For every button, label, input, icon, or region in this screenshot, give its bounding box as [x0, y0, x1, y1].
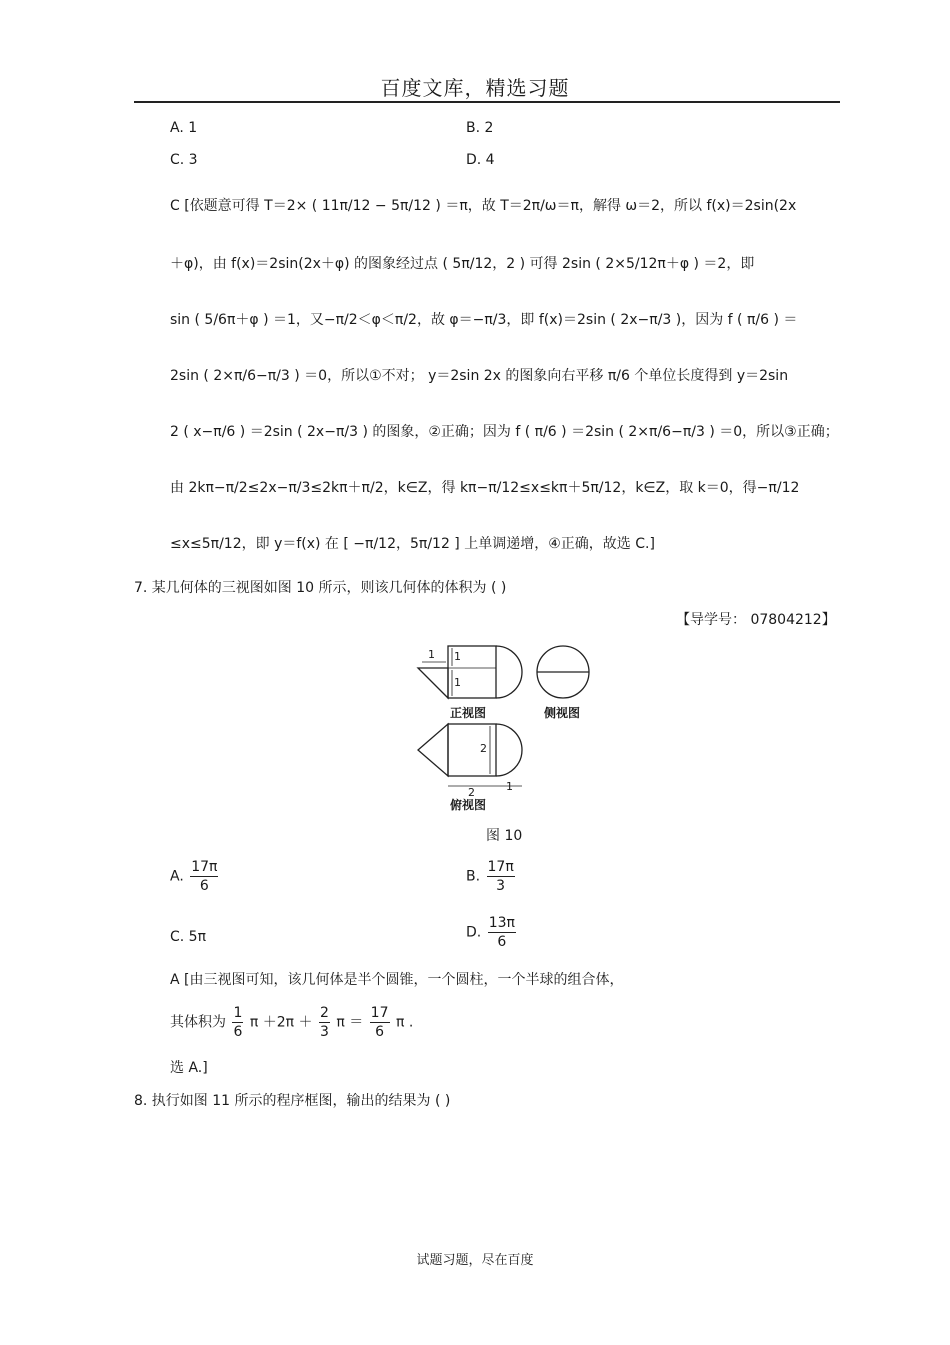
q7-option-a [170, 858, 220, 895]
front-dim-vertical-1b: 1 [454, 676, 461, 689]
q7-option-b-fraction [487, 858, 515, 895]
q6-option-a: A. 1 [170, 120, 198, 136]
front-dim-vertical-1a: 1 [454, 650, 461, 663]
top-dim-horizontal-2: 2 [468, 786, 475, 799]
page-header-title: 百度文库，精选习题 [380, 76, 570, 100]
q7-option-d-numerator: 13π [488, 915, 515, 931]
q7-option-d-denominator: 6 [497, 934, 507, 950]
q7-answer-f1-den: 6 [233, 1024, 243, 1040]
q7-answer-fraction-1 [232, 1004, 243, 1041]
q7-answer-eq: π ＝ [336, 1014, 364, 1031]
q7-answer-fraction-3 [370, 1004, 390, 1041]
q7-answer-f3-den: 6 [375, 1024, 385, 1040]
q7-answer-line-2 [170, 1004, 413, 1041]
q6-option-b: B. 2 [466, 120, 494, 136]
q6-option-c: C. 3 [170, 152, 198, 168]
three-view-figure [410, 640, 600, 820]
q7-answer-f3-num: 17 [370, 1005, 389, 1021]
q7-option-a-label: A. [170, 868, 184, 885]
q7-option-a-fraction [190, 858, 218, 895]
q7-option-c: C. 5π [170, 929, 207, 945]
q7-option-d [466, 914, 518, 951]
q6-solution-line-6: 由 2kπ−π/2≤2x−π/3≤2kπ＋π/2，k∈Z，得 kπ−π/12≤x≤kπ＋5π/12，k∈Z，取 k＝0，得−π/12 [170, 480, 800, 496]
q7-answer-line-3: 选 A.] [170, 1060, 208, 1076]
q6-solution-line-3: sin ( 5/6π＋φ ) ＝1，又−π/2＜φ＜π/2，故 φ＝−π/3，即 f(x)＝2sin ( 2x−π/3 )，因为 f ( π/6 ) ＝ [170, 312, 798, 328]
q7-option-d-label: D. [466, 924, 482, 941]
page-footer: 试题习题，尽在百度 [416, 1253, 534, 1268]
front-view-label: 正视图 [450, 706, 487, 720]
q7-answer-prefix: 其体积为 [170, 1014, 226, 1031]
q7-guide-number: 【导学号： 07804212】 [676, 612, 836, 628]
q7-answer-f2-den: 3 [319, 1024, 329, 1040]
three-view-drawing [410, 640, 600, 820]
top-dim-vertical-2: 2 [480, 742, 487, 755]
q6-solution-line-5: 2 ( x−π/6 ) ＝2sin ( 2x−π/3 ) 的图象，②正确；因为 f ( π/6 ) ＝2sin ( 2×π/6−π/3 ) ＝0，所以③正确； [170, 424, 839, 440]
q7-option-d-fraction [488, 914, 516, 951]
q7-answer-mid: π ＋2π ＋ [249, 1014, 313, 1031]
front-dim-horizontal-1: 1 [428, 648, 435, 661]
q7-option-b [466, 858, 517, 895]
q7-answer-line-1: A [由三视图可知，该几何体是半个圆锥，一个圆柱，一个半球的组合体， [170, 972, 624, 988]
q6-solution-line-2: ＋φ)，由 f(x)＝2sin(2x＋φ) 的图象经过点 ( 5π/12，2 ) 可得 2sin ( 2×5/12π＋φ ) ＝2，即 [170, 256, 755, 272]
q6-option-d: D. 4 [466, 152, 495, 168]
q8-stem: 8. 执行如图 11 所示的程序框图，输出的结果为 ( ) [134, 1093, 451, 1109]
q7-option-b-numerator: 17π [487, 859, 514, 875]
top-view-label: 俯视图 [450, 798, 487, 812]
figure-caption: 图 10 [486, 828, 523, 844]
q7-answer-end: π . [395, 1014, 414, 1031]
q7-option-b-label: B. [466, 868, 481, 885]
q7-option-a-numerator: 17π [191, 859, 218, 875]
q6-solution-line-1: C [依题意可得 T＝2× ( 11π/12 − 5π/12 ) ＝π，故 T＝2π/ω＝π，解得 ω＝2，所以 f(x)＝2sin(2x [170, 198, 797, 214]
side-view-label: 侧视图 [544, 706, 581, 720]
q6-solution-line-4: 2sin ( 2×π/6−π/3 ) ＝0，所以①不对； y＝2sin 2x 的图象向右平移 π/6 个单位长度得到 y＝2sin [170, 368, 789, 384]
q7-option-b-denominator: 3 [496, 878, 506, 894]
header-rule [134, 101, 840, 103]
q7-stem: 7. 某几何体的三视图如图 10 所示，则该几何体的体积为 ( ) [134, 580, 507, 596]
q7-answer-f2-num: 2 [319, 1005, 329, 1021]
q7-answer-fraction-2 [319, 1004, 330, 1041]
q7-option-a-denominator: 6 [199, 878, 209, 894]
q6-solution-line-7: ≤x≤5π/12，即 y＝f(x) 在 [ −π/12，5π/12 ] 上单调递增，④正确，故选 C.] [170, 536, 655, 552]
top-dim-horizontal-1: 1 [506, 780, 513, 793]
q7-answer-f1-num: 1 [233, 1005, 243, 1021]
